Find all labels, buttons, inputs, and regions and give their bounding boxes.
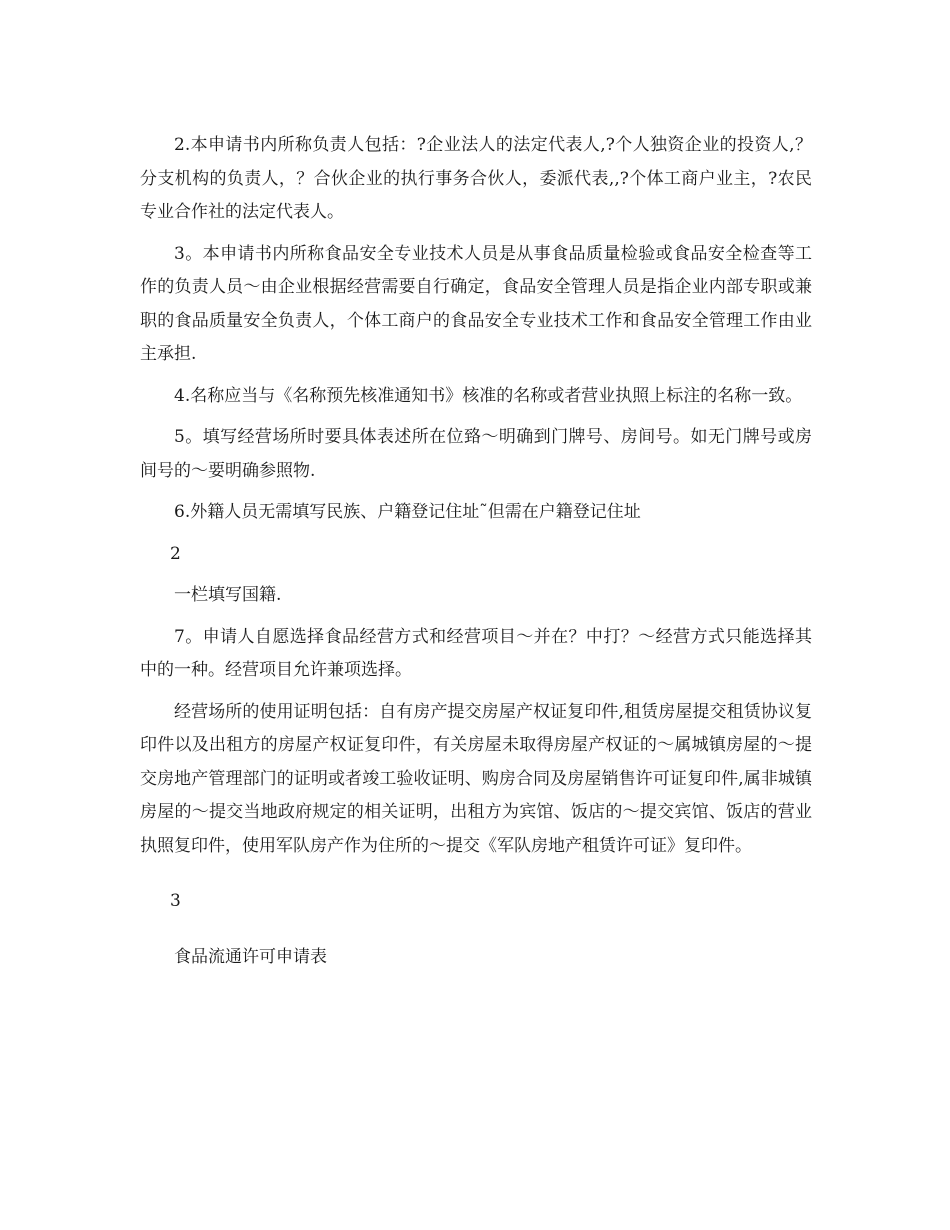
page-number: 2 <box>170 543 181 564</box>
spacer <box>140 927 812 941</box>
paragraph-premises-proof: 经营场所的使用证明包括：自有房产提交房屋产权证复印件,租赁房屋提交租赁协议复印件以及出租方的房屋产权证复印件，有关房屋未取得房屋产权证的～属城镇房屋的～提交房地产管理部门的证明或者竣工验收证明、购房合同及房屋销售许可证复印件,属非城镇房屋的～提交当地政府规定的相关证明，出租方为宾馆、饭店的～提交宾馆、饭店的营业执照复印件，使用军队房产作为住所的～提交《军队房地产租赁许可证》复印件。 <box>140 701 812 856</box>
page-number: 3 <box>170 891 181 911</box>
form-title: 食品流通许可申请表 <box>174 946 327 967</box>
paragraph-7-business-mode: 7。申请人自愿选择食品经营方式和经营项目～并在？中打？～经营方式只能选择其中的一种。经营项目允许兼项选择。 <box>140 626 812 680</box>
paragraph-3-food-safety-staff: 3。本申请书内所称食品安全专业技术人员是从事食品质量检验或食品安全检查等工作的负责人员～由企业根据经营需要自行确定，食品安全管理人员是指企业内部专职或兼职的食品质量安全负责人，个体工商户的食品安全专业技术工作和食品安全管理工作由业主承担. <box>140 243 812 364</box>
paragraph-6-continued: 一栏填写国籍. <box>174 585 282 605</box>
spacer <box>140 871 812 885</box>
document-body <box>140 129 812 982</box>
paragraph-4-name-consistency: 4.名称应当与《名称预先核准通知书》核准的名称或者营业执照上标注的名称一致。 <box>174 385 803 406</box>
paragraph-6-foreign-personnel: 6.外籍人员无需填写民族、户籍登记住址˜但需在户籍登记住址 <box>174 502 641 522</box>
paragraph-5-business-address: 5。填写经营场所时要具体表述所在位臵～明确到门牌号、房间号。如无门牌号或房间号的～要明确参照物. <box>140 427 812 481</box>
paragraph-2-responsible-person: 2.本申请书内所称负责人包括：?企业法人的法定代表人,?个人独资企业的投资人,？分支机构的负责人，？合伙企业的执行事务合伙人，委派代表,,?个体工商户业主，?农民专业合作社的法定代表人。 <box>140 135 812 222</box>
